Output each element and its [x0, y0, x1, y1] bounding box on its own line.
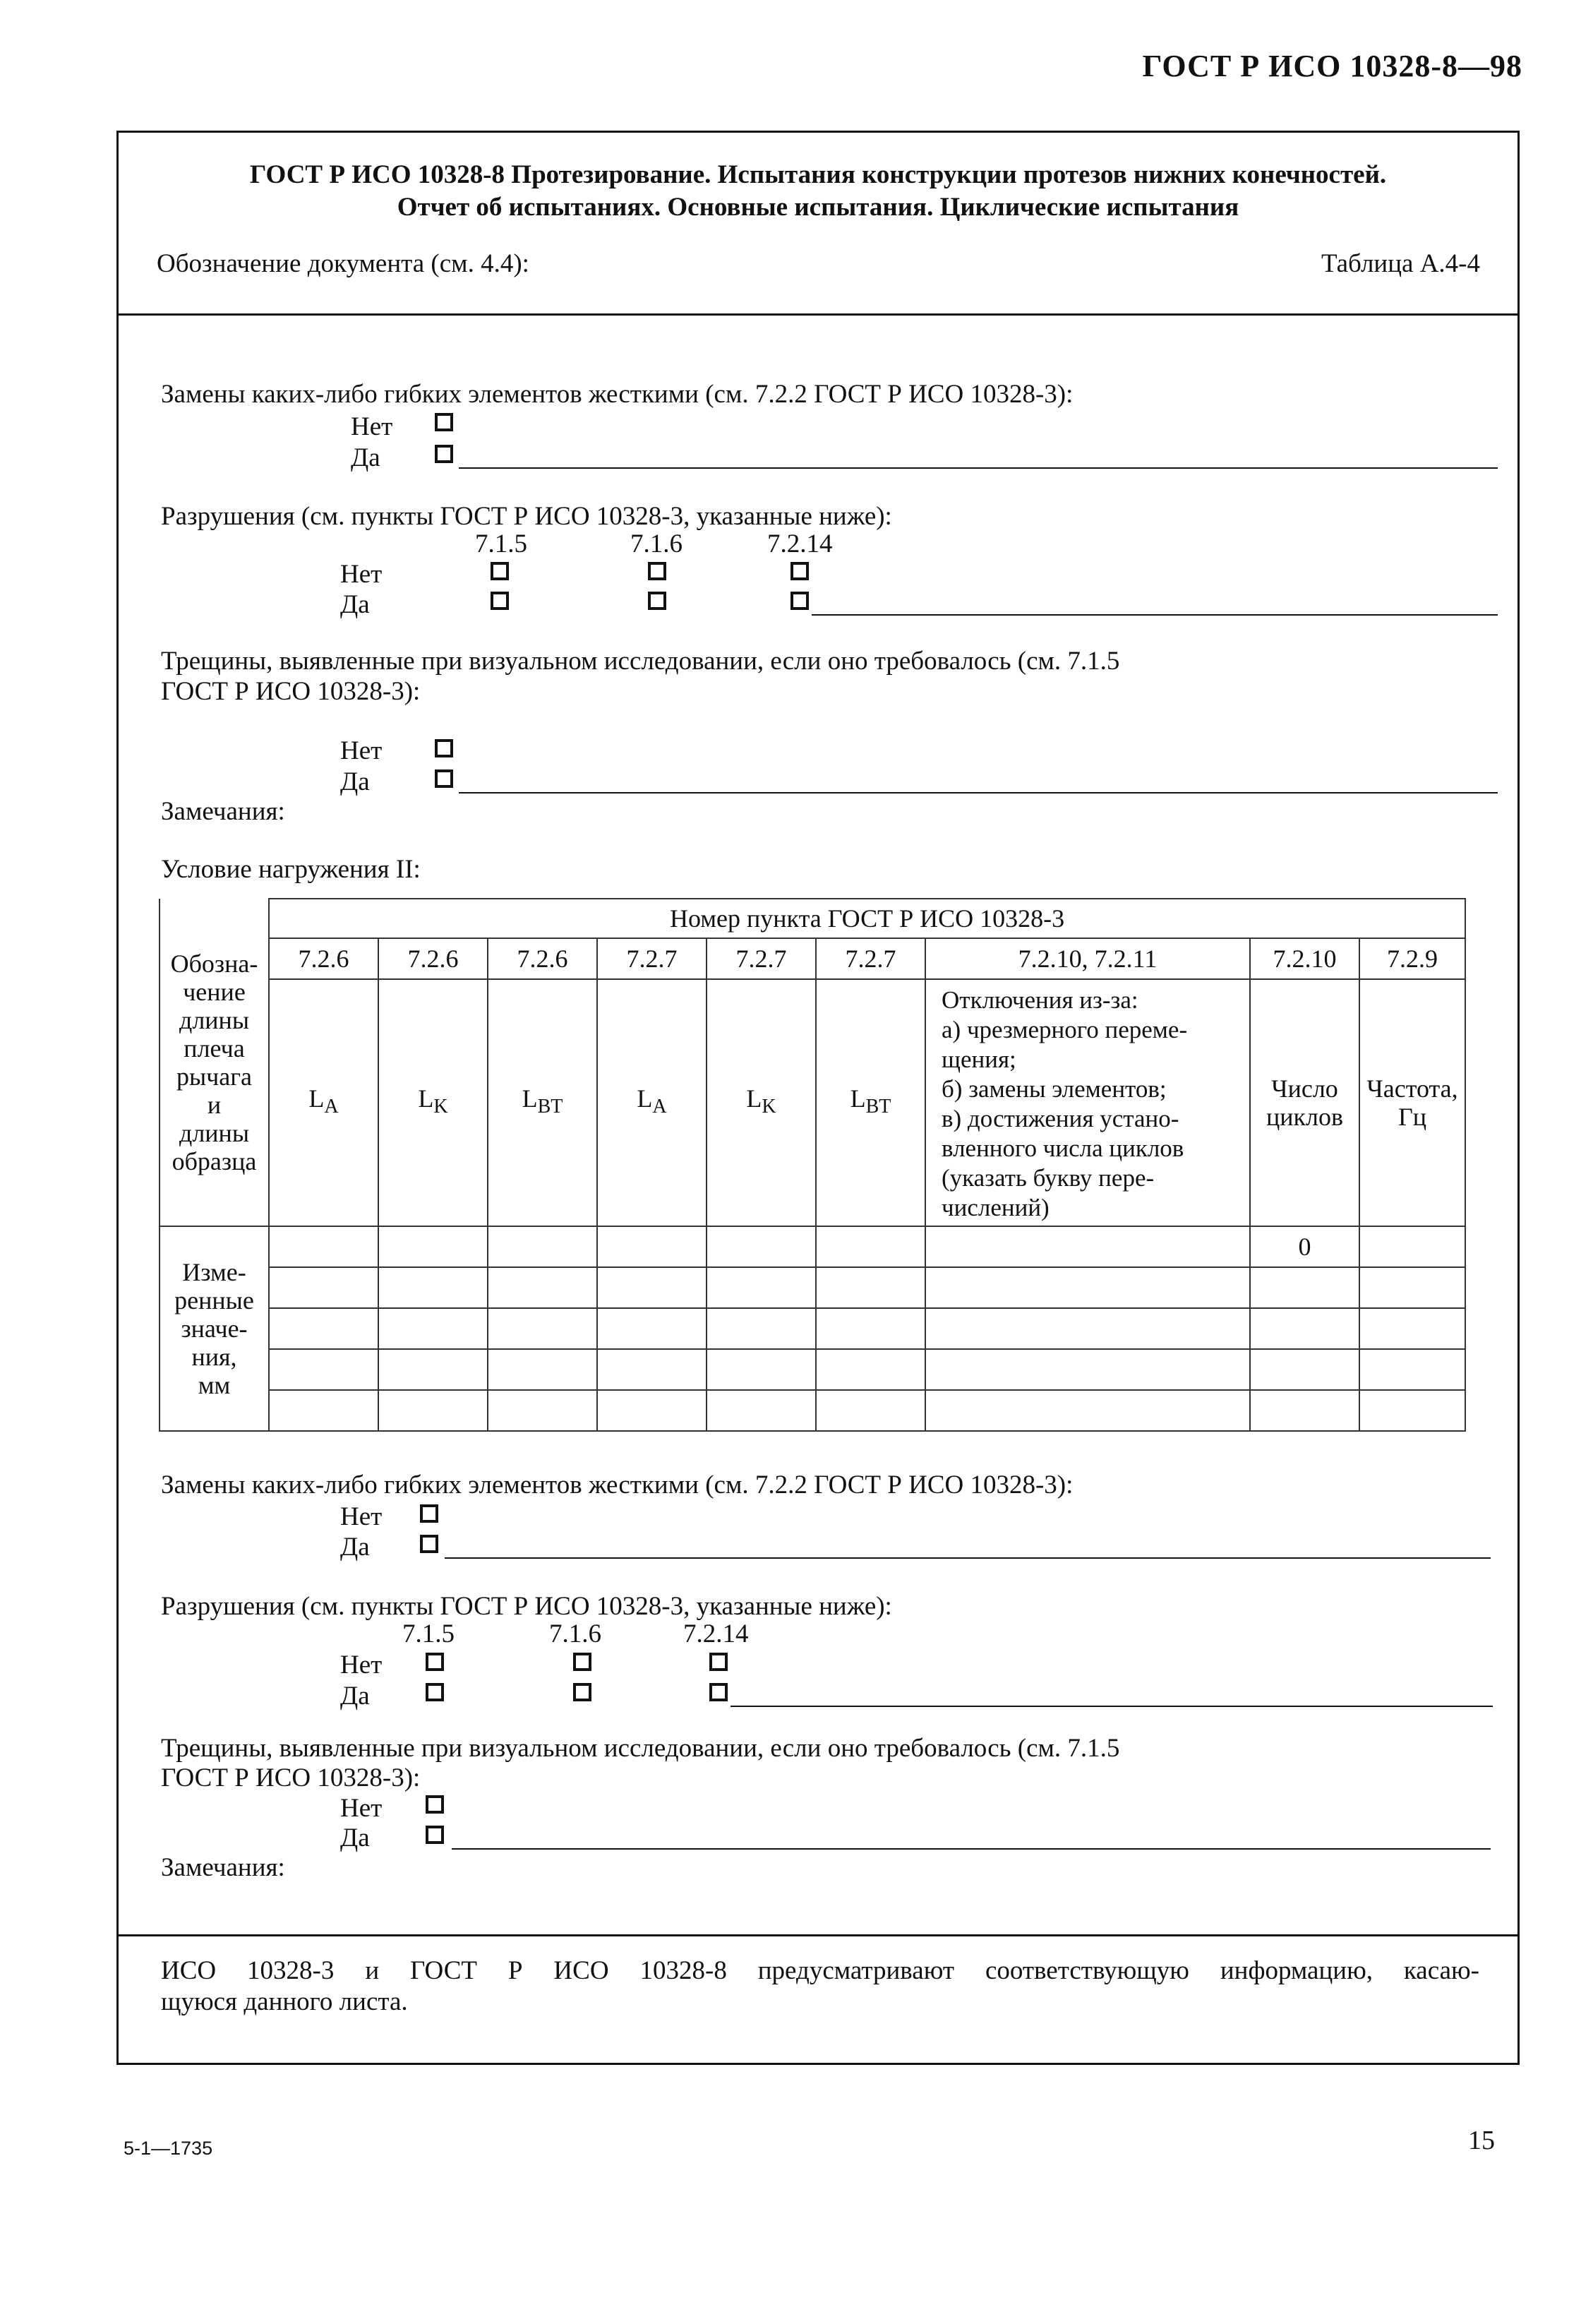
- value-cell[interactable]: [269, 1226, 378, 1267]
- replacements-no-label-1: Нет: [351, 412, 393, 441]
- designation-header-text: образца: [172, 1146, 257, 1175]
- value-cell[interactable]: [597, 1267, 707, 1308]
- clause-cell: 7.2.10, 7.2.11: [925, 938, 1250, 979]
- measured-row-header: [160, 1226, 269, 1431]
- symbol-cell: $L_K$: [707, 979, 816, 1226]
- value-cell[interactable]: [816, 1349, 925, 1390]
- frequency-label: Гц: [1397, 1103, 1427, 1131]
- value-cell[interactable]: [269, 1390, 378, 1431]
- failures-yes-label-1: Да: [340, 590, 370, 619]
- cracks-label-line2-1: ГОСТ Р ИСО 10328-3):: [161, 677, 421, 706]
- table-reference: Таблица А.4-4: [1321, 249, 1480, 278]
- measured-header-text: ренные: [174, 1286, 254, 1314]
- failures-label-1: Разрушения (см. пункты ГОСТ Р ИСО 10328-3, указанные ниже):: [161, 502, 892, 531]
- form-title-line2: Отчет об испытаниях. Основные испытания. Циклические испытания: [397, 193, 1239, 222]
- failures-yes-checkbox-715-2[interactable]: [426, 1683, 444, 1701]
- failures-yes-checkbox-716-2[interactable]: [573, 1683, 591, 1701]
- replacements-no-checkbox-1[interactable]: [435, 413, 453, 431]
- table-row: [160, 1390, 1465, 1431]
- cracks-yes-label-1: Да: [340, 767, 370, 796]
- value-cell[interactable]: [488, 1267, 597, 1308]
- value-cell[interactable]: [925, 1349, 1250, 1390]
- value-cell[interactable]: [1250, 1390, 1359, 1431]
- value-cell[interactable]: [269, 1349, 378, 1390]
- failures-no-checkbox-7214-1[interactable]: [791, 562, 809, 580]
- value-cell[interactable]: [378, 1308, 488, 1349]
- value-cell[interactable]: [707, 1267, 816, 1308]
- replacements-no-label-2: Нет: [340, 1502, 383, 1531]
- shutdown-reasons-cell: [925, 979, 1250, 1226]
- footer-note-line1: ИСО 10328-3 и ГОСТ Р ИСО 10328-8 предусматривают соответствующую информацию, касаю-: [161, 1956, 1479, 1985]
- measured-header-text: значе-: [181, 1314, 248, 1343]
- failures-yes-label-2: Да: [340, 1682, 370, 1711]
- group-header: Номер пункта ГОСТ Р ИСО 10328-3: [269, 899, 1465, 938]
- cycles-value-cell[interactable]: 0: [1250, 1226, 1359, 1267]
- value-cell[interactable]: [597, 1308, 707, 1349]
- failures-answer-line-2[interactable]: [731, 1706, 1493, 1707]
- failures-yes-checkbox-715-1[interactable]: [491, 592, 509, 610]
- symbol-cell: $L_A$: [269, 979, 378, 1226]
- value-cell[interactable]: [707, 1308, 816, 1349]
- cracks-yes-checkbox-2[interactable]: [426, 1826, 444, 1844]
- designation-header-text: чение: [183, 977, 246, 1006]
- frequency-header-cell: [1359, 979, 1465, 1226]
- cycles-label: циклов: [1266, 1103, 1343, 1131]
- table-row: [160, 1308, 1465, 1349]
- table-row: [160, 1226, 1465, 1267]
- value-cell[interactable]: [707, 1390, 816, 1431]
- clause-cell: 7.2.6: [488, 938, 597, 979]
- failures-no-checkbox-716-2[interactable]: [573, 1653, 591, 1671]
- footer-note-line2: щуюся данного листа.: [161, 1987, 408, 2016]
- reasons-line: щения;: [942, 1046, 1016, 1073]
- clause-cell: 7.2.6: [378, 938, 488, 979]
- designation-header-text: длины: [179, 1005, 249, 1034]
- print-code: 5-1—1735: [124, 2138, 213, 2159]
- measured-header-text: мм: [198, 1371, 231, 1399]
- failures-clause-3-1: 7.2.14: [767, 529, 833, 558]
- designation-header-text: и: [207, 1090, 222, 1119]
- value-cell[interactable]: [1359, 1349, 1465, 1390]
- designation-row-header: [160, 899, 269, 1226]
- value-cell[interactable]: [925, 1308, 1250, 1349]
- frequency-label: Частота,: [1366, 1074, 1458, 1103]
- clause-cell: 7.2.7: [707, 938, 816, 979]
- designation-header-text: плеча: [184, 1034, 245, 1062]
- clause-cell: 7.2.10: [1250, 938, 1359, 979]
- remarks-label-2: Замечания:: [161, 1853, 285, 1882]
- value-cell[interactable]: [925, 1390, 1250, 1431]
- cycles-label: Число: [1271, 1074, 1338, 1103]
- form-title-line1: ГОСТ Р ИСО 10328-8 Протезирование. Испытания конструкции протезов нижних конечностей.: [249, 160, 1387, 189]
- value-cell[interactable]: [816, 1267, 925, 1308]
- table-row: [160, 1267, 1465, 1308]
- reasons-line: Отключения из-за:: [942, 986, 1138, 1014]
- table-row: [160, 1349, 1465, 1390]
- value-cell[interactable]: [1250, 1308, 1359, 1349]
- reasons-line: в) достижения устано-: [942, 1105, 1179, 1132]
- failures-yes-checkbox-716-1[interactable]: [648, 592, 666, 610]
- cycles-header-cell: [1250, 979, 1359, 1226]
- reasons-line: а) чрезмерного переме-: [942, 1016, 1188, 1043]
- failures-clause-2-1: 7.1.6: [630, 529, 683, 558]
- value-cell[interactable]: [707, 1226, 816, 1267]
- value-cell[interactable]: [378, 1226, 488, 1267]
- replacements-label-2: Замены каких-либо гибких элементов жесткими (см. 7.2.2 ГОСТ Р ИСО 10328-3):: [161, 1471, 1074, 1499]
- symbol-cell: $L_{BT}$: [488, 979, 597, 1226]
- cracks-answer-line-1[interactable]: [459, 792, 1498, 793]
- replacements-yes-label-2: Да: [340, 1533, 370, 1562]
- cracks-no-label-2: Нет: [340, 1794, 383, 1823]
- value-cell[interactable]: [925, 1267, 1250, 1308]
- value-cell[interactable]: [1359, 1267, 1465, 1308]
- designation-header-text: рычага: [176, 1062, 252, 1091]
- clause-cell: 7.2.6: [269, 938, 378, 979]
- failures-no-label-2: Нет: [340, 1651, 383, 1679]
- replacements-yes-checkbox-1[interactable]: [435, 445, 453, 463]
- cracks-label-line1-2: Трещины, выявленные при визуальном исследовании, если оно требовалось (см. 7.1.5: [161, 1734, 1120, 1763]
- failures-clause-3-2: 7.2.14: [683, 1619, 749, 1648]
- replacements-yes-label-1: Да: [351, 443, 380, 472]
- failures-label-2: Разрушения (см. пункты ГОСТ Р ИСО 10328-3, указанные ниже):: [161, 1592, 892, 1621]
- value-cell[interactable]: [269, 1308, 378, 1349]
- cracks-no-checkbox-2[interactable]: [426, 1795, 444, 1814]
- clause-cell: 7.2.7: [816, 938, 925, 979]
- failures-yes-checkbox-7214-2[interactable]: [709, 1683, 728, 1701]
- value-cell[interactable]: [378, 1390, 488, 1431]
- cracks-label-line2-2: ГОСТ Р ИСО 10328-3):: [161, 1763, 421, 1792]
- cracks-yes-checkbox-1[interactable]: [435, 769, 453, 788]
- footer-divider: [116, 1934, 1520, 1936]
- value-cell[interactable]: [378, 1267, 488, 1308]
- cracks-no-label-1: Нет: [340, 736, 383, 765]
- measurement-table: [159, 898, 1466, 1432]
- value-cell[interactable]: [488, 1226, 597, 1267]
- value-cell[interactable]: [1359, 1226, 1465, 1267]
- value-cell[interactable]: [925, 1226, 1250, 1267]
- failures-no-checkbox-7214-2[interactable]: [709, 1653, 728, 1671]
- cracks-answer-line-2[interactable]: [452, 1848, 1491, 1850]
- value-cell[interactable]: [269, 1267, 378, 1308]
- remarks-label-1: Замечания:: [161, 797, 285, 826]
- symbol-cell: $L_{BT}$: [816, 979, 925, 1226]
- value-cell[interactable]: [816, 1226, 925, 1267]
- symbol-cell: $L_A$: [597, 979, 707, 1226]
- value-cell[interactable]: [597, 1390, 707, 1431]
- value-cell[interactable]: [597, 1349, 707, 1390]
- document-code: ГОСТ Р ИСО 10328-8—98: [1142, 49, 1522, 83]
- value-cell[interactable]: [378, 1349, 488, 1390]
- clause-cell: 7.2.9: [1359, 938, 1465, 979]
- reasons-line: б) замены элементов;: [942, 1075, 1167, 1103]
- value-cell[interactable]: [597, 1226, 707, 1267]
- failures-yes-checkbox-7214-1[interactable]: [791, 592, 809, 610]
- replacements-answer-line-2[interactable]: [445, 1557, 1491, 1559]
- replacements-answer-line-1[interactable]: [459, 467, 1498, 469]
- failures-no-checkbox-715-2[interactable]: [426, 1653, 444, 1671]
- clause-cell: 7.2.7: [597, 938, 707, 979]
- failures-answer-line-1[interactable]: [812, 614, 1498, 616]
- loading-condition-label: Условие нагружения II:: [161, 855, 421, 884]
- header-divider: [116, 313, 1520, 316]
- replacements-yes-checkbox-2[interactable]: [420, 1535, 438, 1553]
- value-cell[interactable]: [488, 1390, 597, 1431]
- value-cell[interactable]: [488, 1308, 597, 1349]
- replacements-label-1: Замены каких-либо гибких элементов жесткими (см. 7.2.2 ГОСТ Р ИСО 10328-3):: [161, 380, 1074, 409]
- page-number: 15: [1468, 2126, 1495, 2155]
- symbol-cell: $L_K$: [378, 979, 488, 1226]
- reasons-line: (указать букву пере-: [942, 1164, 1155, 1192]
- cracks-yes-label-2: Да: [340, 1823, 370, 1852]
- value-cell[interactable]: [1359, 1390, 1465, 1431]
- cracks-no-checkbox-1[interactable]: [435, 739, 453, 757]
- designation-header-text: Обозна-: [170, 949, 258, 978]
- reasons-line: вленного числа циклов: [942, 1134, 1184, 1162]
- failures-no-checkbox-715-1[interactable]: [491, 562, 509, 580]
- failures-no-checkbox-716-1[interactable]: [648, 562, 666, 580]
- failures-no-label-1: Нет: [340, 560, 383, 589]
- value-cell[interactable]: [816, 1390, 925, 1431]
- failures-clause-1-1: 7.1.5: [475, 529, 527, 558]
- value-cell[interactable]: [488, 1349, 597, 1390]
- cracks-label-line1-1: Трещины, выявленные при визуальном исследовании, если оно требовалось (см. 7.1.5: [161, 647, 1120, 676]
- value-cell[interactable]: [1250, 1349, 1359, 1390]
- failures-clause-1-2: 7.1.5: [402, 1619, 455, 1648]
- measured-header-text: ния,: [191, 1343, 237, 1371]
- designation-header-text: длины: [179, 1118, 249, 1147]
- value-cell[interactable]: [707, 1349, 816, 1390]
- reasons-line: числений): [942, 1194, 1050, 1221]
- value-cell[interactable]: [816, 1308, 925, 1349]
- replacements-no-checkbox-2[interactable]: [420, 1504, 438, 1523]
- value-cell[interactable]: [1359, 1308, 1465, 1349]
- document-designation-label: Обозначение документа (см. 4.4):: [157, 249, 529, 278]
- failures-clause-2-2: 7.1.6: [549, 1619, 601, 1648]
- value-cell[interactable]: [1250, 1267, 1359, 1308]
- measured-header-text: Изме-: [182, 1258, 246, 1286]
